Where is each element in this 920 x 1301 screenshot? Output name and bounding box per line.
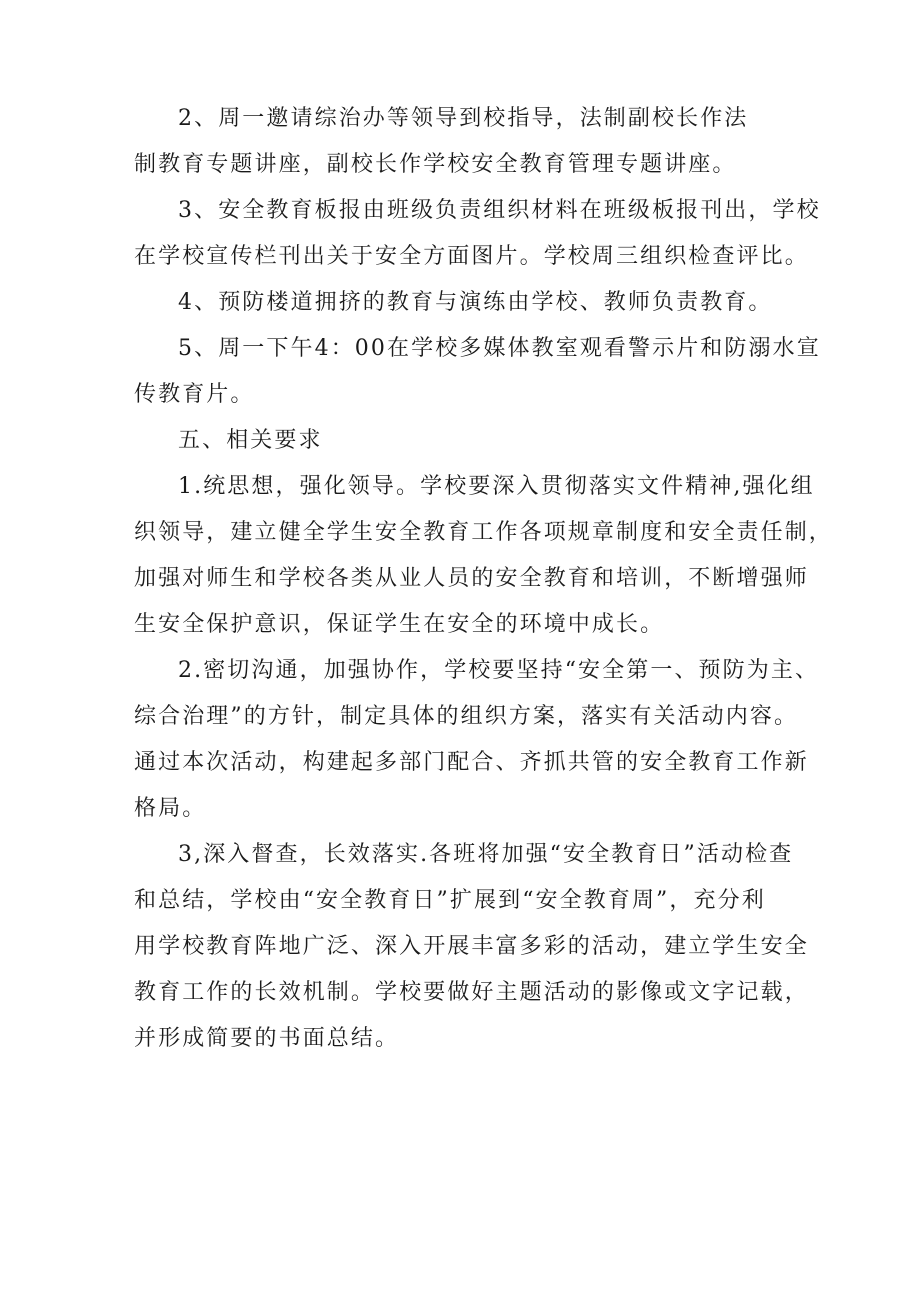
paragraph-line: 2、周一邀请综治办等领导到校指导，法制副校长作法 xyxy=(178,106,749,131)
paragraph-line: 通过本次活动，构建起多部门配合、齐抓共管的安全教育工作新 xyxy=(134,750,809,775)
paragraph-line: 加强对师生和学校各类从业人员的安全教育和培训，不断增强师 xyxy=(134,566,809,591)
paragraph-line: 用学校教育阵地广泛、深入开展丰富多彩的活动，建立学生安全 xyxy=(134,934,809,959)
paragraph-line: 1.统思想，强化领导。学校要深入贯彻落实文件精神,强化组 xyxy=(178,474,815,499)
paragraph-line: 生安全保护意识，保证学生在安全的环境中成长。 xyxy=(134,612,665,637)
paragraph-line: 制教育专题讲座，副校长作学校安全教育管理专题讲座。 xyxy=(134,152,737,177)
paragraph-line: 教育工作的长效机制。学校要做好主题活动的影像或文字记载， xyxy=(134,980,809,1005)
paragraph-line: 2.密切沟通，加强协作，学校要坚持“安全第一、预防为主、 xyxy=(178,658,820,683)
paragraph-line: 格局。 xyxy=(134,796,207,821)
paragraph-line: 3,深入督查，长效落实.各班将加强“安全教育日”活动检查 xyxy=(178,842,794,867)
paragraph-line: 综合治理”的方针，制定具体的组织方案，落实有关活动内容。 xyxy=(134,704,799,729)
paragraph-line: 5、周一下午4：00在学校多媒体教室观看警示片和防溺水宣 xyxy=(178,336,821,361)
paragraph-line: 4、预防楼道拥挤的教育与演练由学校、教师负责教育。 xyxy=(178,290,773,315)
paragraph-line: 并形成简要的书面总结。 xyxy=(134,1026,400,1051)
paragraph-line: 3、安全教育板报由班级负责组织材料在班级板报刊出，学校 xyxy=(178,198,821,223)
paragraph-line: 传教育片。 xyxy=(134,382,255,407)
paragraph-line: 和总结，学校由“安全教育日”扩展到“安全教育周”，充分利 xyxy=(134,888,766,913)
document-body xyxy=(134,96,833,1062)
paragraph-line: 在学校宣传栏刊出关于安全方面图片。学校周三组织检查评比。 xyxy=(134,244,809,269)
section-heading: 五、相关要求 xyxy=(178,428,323,453)
paragraph-line: 织领导，建立健全学生安全教育工作各项规章制度和安全责任制， xyxy=(134,520,833,545)
